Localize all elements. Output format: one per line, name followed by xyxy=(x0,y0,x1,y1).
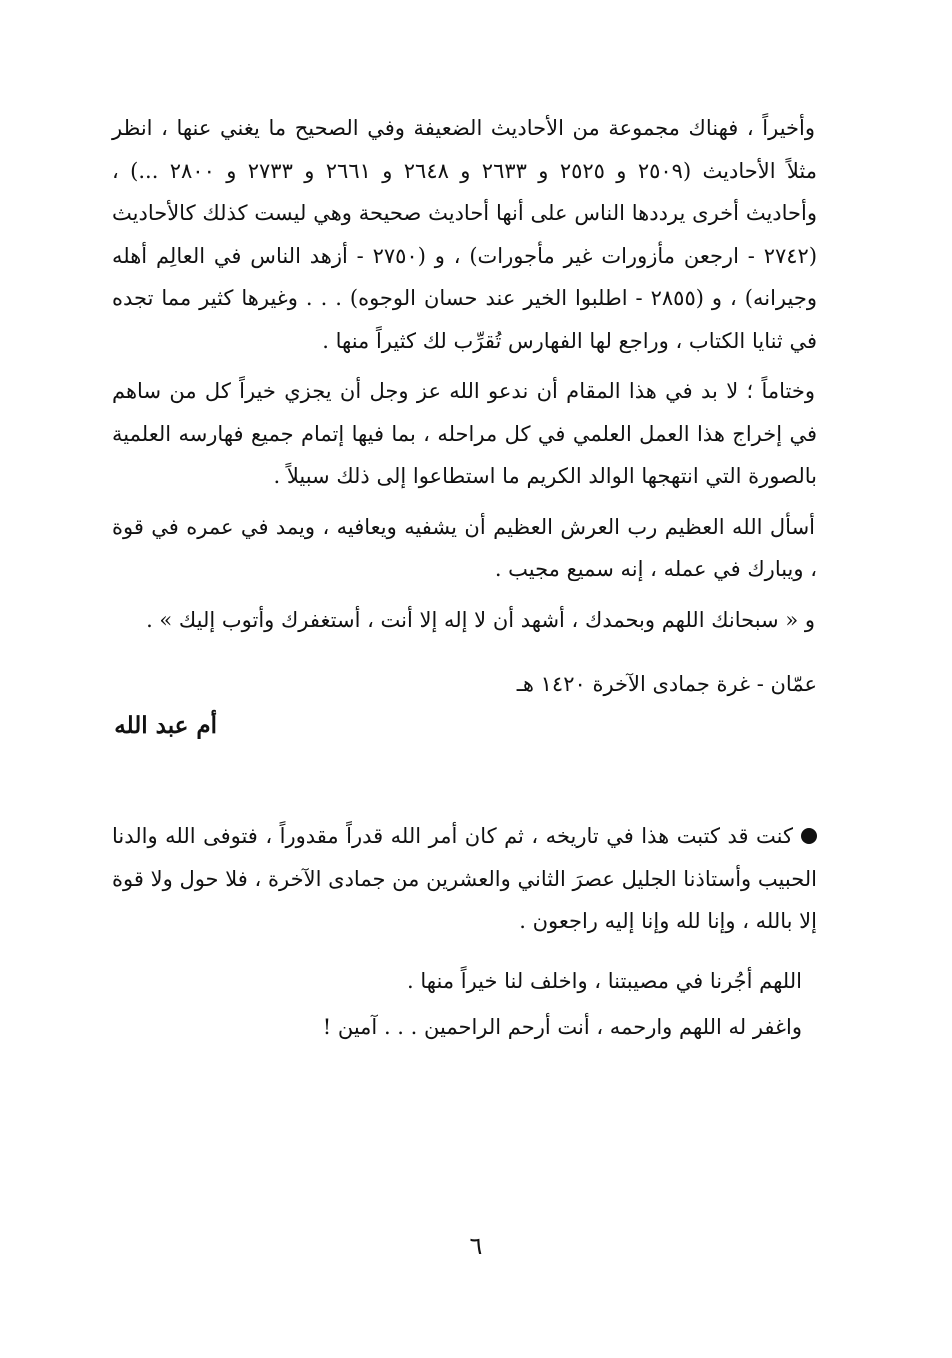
main-text-block xyxy=(112,107,817,641)
page-number: ٦ xyxy=(469,1232,483,1260)
bullet-icon xyxy=(801,828,817,844)
afterword-text: كنت قد كتبت هذا في تاريخه ، ثم كان أمر الله قدراً مقدوراً ، فتوفى الله والدنا الحبيب وأستاذنا الجليل عصرَ الثاني والعشرين من جمادى الآخرة ، فلا حول ولا قوة إلا بالله ، وإنا لله وإنا إليه راجعون . xyxy=(112,824,817,933)
prayer-line-2: واغفر له اللهم وارحمه ، أنت أرحم الراحمين . . . آمين ! xyxy=(322,1015,802,1039)
paragraph-afterword xyxy=(112,815,817,943)
signature: أم عبد الله xyxy=(114,712,217,739)
prayer-line-1: اللهم أجُرنا في مصيبتنا ، واخلف لنا خيراً منها . xyxy=(407,969,802,993)
paragraph-weak-hadiths: وأخيراً ، فهناك مجموعة من الأحاديث الضعيفة وفي الصحيح ما يغني عنها ، انظر مثلاً الأحاديث (٢٥٠٩ و ٢٥٢٥ و ٢٦٣٣ و ٢٦٤٨ و ٢٦٦١ و ٢٧٣٣ و ٢٨٠٠ ...) ، وأحاديث أخرى يرددها الناس على أنها أحاديث صحيحة وهي ليست كذلك كالأحاديث (٢٧٤٢ - ارجعن مأزورات غير مأجورات) ، و (٢٧٥٠ - أزهد الناس في العالِم أهله وجيرانه) ، و (٢٨٥٥ - اطلبوا الخير عند حسان الوجوه) . . . وغيرها كثير مما تجده في ثنايا الكتاب ، وراجع لها الفهارس تُقرِّب لك كثيراً منها . xyxy=(112,116,818,353)
paragraph-prayer-health: أسأل الله العظيم رب العرش العظيم أن يشفيه ويعافيه ، ويمد في عمره في قوة ، ويبارك في عمله ، إنه سميع مجيب . xyxy=(112,514,817,581)
afterword-block xyxy=(112,815,817,943)
paragraph-closing-thanks: وختاماً ؛ لا بد في هذا المقام أن ندعو الله عز وجل أن يجزي خيراً كل من ساهم في إخراج هذا العمل العلمي في كل مراحله ، بما فيها إتمام جميع فهارسه العلمية بالصورة التي انتهجها الوالد الكريم ما استطاعوا إلى ذلك سبيلاً . xyxy=(112,379,817,488)
dateline: عمّان - غرة جمادى الآخرة ١٤٢٠ هـ xyxy=(516,672,817,696)
prayers-block xyxy=(323,958,802,1050)
paragraph-supplication: و « سبحانك اللهم وبحمدك ، أشهد أن لا إله إلا أنت ، أستغفرك وأتوب إليك » . xyxy=(146,607,815,632)
